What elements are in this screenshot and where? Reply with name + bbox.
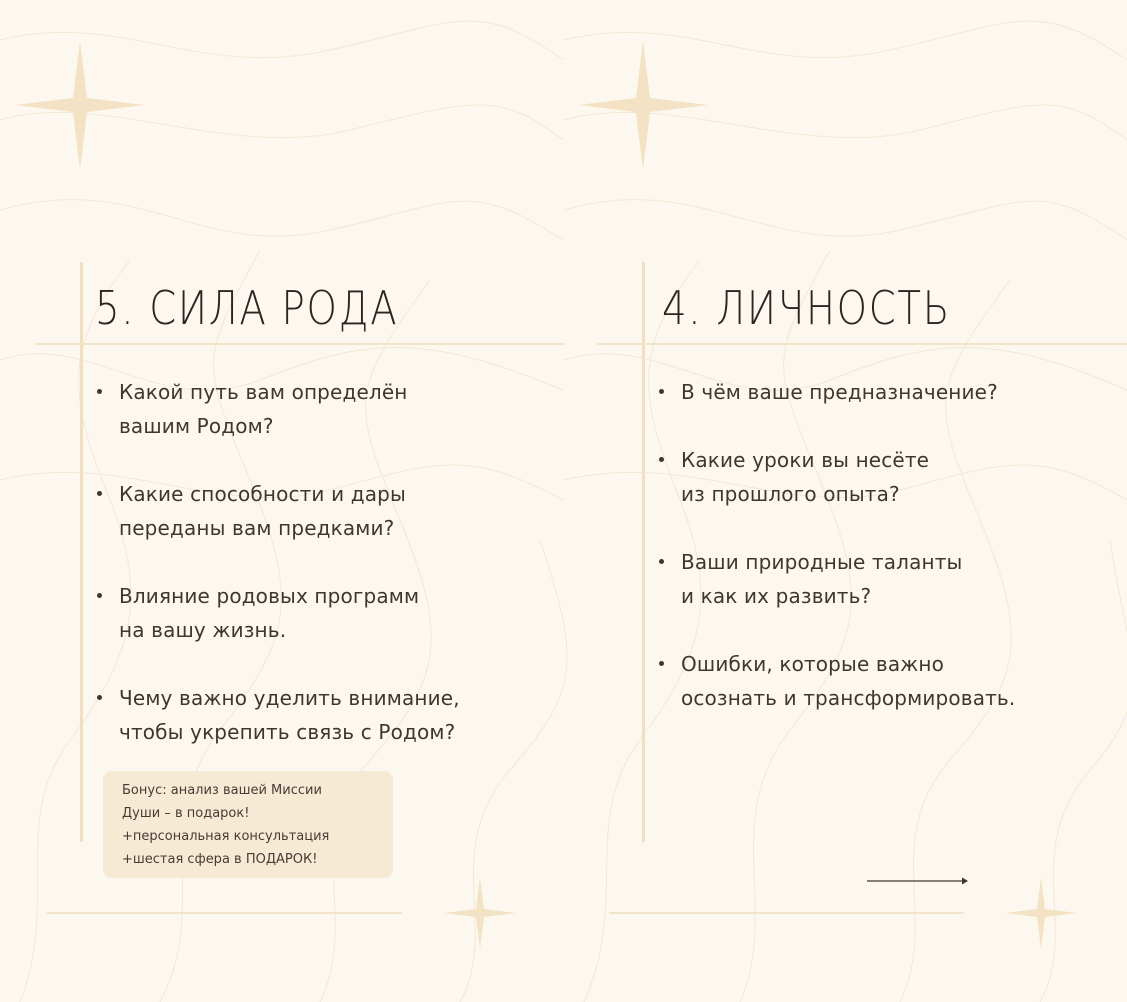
list-item-line: Какие способности и дары: [119, 482, 406, 506]
bullet-dot-icon: [97, 695, 102, 700]
right-panel: [564, 0, 1127, 1002]
list-item-line: Какой путь вам определён: [119, 380, 408, 404]
bullet-dot-icon: [659, 559, 664, 564]
bonus-line: Бонус: анализ вашей Миссии: [122, 783, 322, 798]
bullet-dot-icon: [97, 491, 102, 496]
bonus-line: Души – в подарок!: [122, 806, 250, 821]
section-title: 5. СИЛА РОДА: [95, 281, 399, 335]
bullet-dot-icon: [97, 593, 102, 598]
list-item: [97, 579, 537, 647]
list-item-line: Ваши природные таланты: [681, 550, 963, 574]
sparkle-star-icon: [444, 877, 516, 949]
bonus-line: +шестая сфера в ПОДАРОК!: [122, 852, 318, 867]
vertical-accent-line: [80, 262, 83, 842]
bonus-line: +персональная консультация: [122, 829, 330, 844]
bullet-dot-icon: [659, 661, 664, 666]
section-title: 4. ЛИЧНОСТЬ: [662, 281, 951, 335]
list-item: [97, 477, 537, 545]
question-list: [659, 375, 1119, 749]
list-item: [97, 375, 537, 443]
list-item-line: Какие уроки вы несёте: [681, 448, 930, 472]
horizontal-accent-line: [597, 343, 1127, 345]
bonus-box: [103, 771, 393, 878]
bottom-accent-line: [609, 912, 964, 914]
sparkle-star-icon: [1005, 877, 1077, 949]
list-item: [659, 375, 1119, 409]
bullet-dot-icon: [97, 389, 102, 394]
list-item-line: Ошибки, которые важно: [681, 652, 945, 676]
list-item: [97, 681, 537, 749]
vertical-accent-line: [642, 262, 645, 842]
list-item-line: вашим Родом?: [119, 414, 274, 438]
list-item-line: В чём ваше предназначение?: [681, 380, 998, 404]
bullet-dot-icon: [659, 389, 664, 394]
list-item-line: на вашу жизнь.: [119, 618, 287, 642]
list-item: [659, 443, 1119, 511]
list-item-line: и как их развить?: [681, 584, 872, 608]
bottom-accent-line: [47, 912, 402, 914]
list-item-line: чтобы укрепить связь с Родом?: [119, 720, 456, 744]
list-item-line: осознать и трансформировать.: [681, 686, 1016, 710]
horizontal-accent-line: [35, 343, 565, 345]
list-item: [659, 647, 1119, 715]
list-item-line: переданы вам предками?: [119, 516, 395, 540]
sparkle-star-icon: [578, 40, 708, 170]
arrow-right-icon[interactable]: [867, 875, 970, 887]
list-item-line: Чему важно уделить внимание,: [119, 686, 460, 710]
list-item-line: Влияние родовых программ: [119, 584, 420, 608]
list-item: [659, 545, 1119, 613]
left-panel: [0, 0, 563, 1002]
sparkle-star-icon: [15, 40, 145, 170]
question-list: [97, 375, 537, 783]
list-item-line: из прошлого опыта?: [681, 482, 900, 506]
bullet-dot-icon: [659, 457, 664, 462]
